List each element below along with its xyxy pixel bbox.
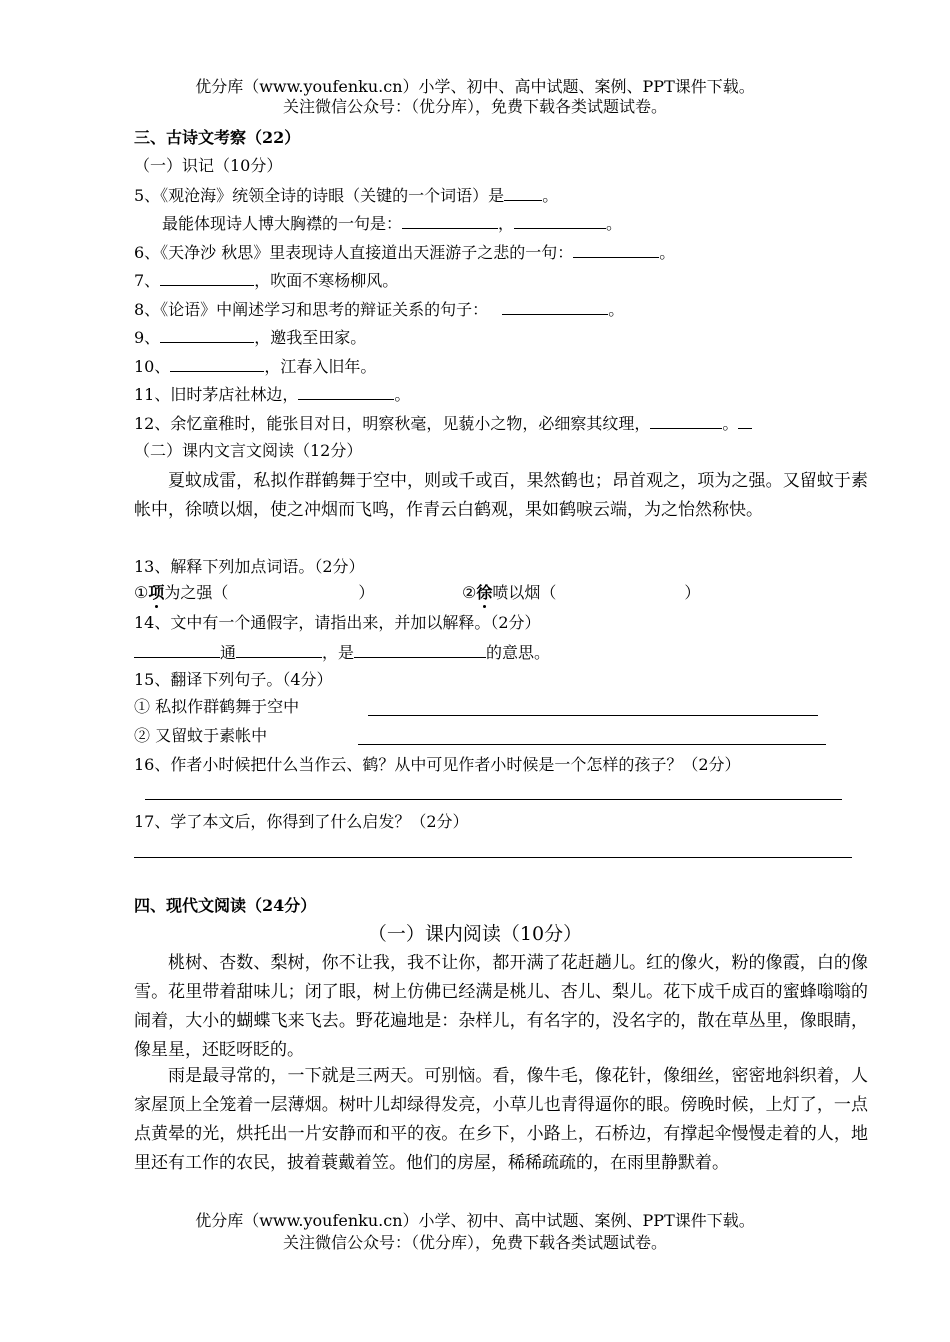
question-7: 7、 ，吹面不寒杨柳风。 bbox=[134, 271, 399, 290]
answer-blank[interactable] bbox=[514, 212, 606, 229]
question-11: 11、旧时茅店社林边， 。 bbox=[134, 385, 411, 404]
answer-blank[interactable] bbox=[298, 383, 394, 400]
question-6: 6、《天净沙 秋思》里表现诗人直接道出天涯游子之悲的一句： 。 bbox=[134, 243, 676, 262]
answer-blank[interactable] bbox=[650, 412, 722, 429]
answer-line[interactable] bbox=[358, 744, 826, 745]
question-8: 8、《论语》中阐述学习和思考的辩证关系的句子： 。 bbox=[134, 300, 625, 319]
question-12: 12、余忆童稚时，能张目对日，明察秋毫，见藐小之物，必细察其纹理， 。 bbox=[134, 412, 752, 435]
answer-blank[interactable] bbox=[502, 298, 608, 315]
question-17: 17、学了本文后，你得到了什么启发？（2分） bbox=[134, 812, 469, 831]
reading-paragraph-2: 雨是最寻常的，一下就是三两天。可别恼。看，像牛毛，像花针，像细丝，密密地斜织着，人家屋顶上全笼着一层薄烟。树叶儿却绿得发亮，小草儿也青得逼你的眼。傍晚时候，上灯了，一点点黄晕的光，烘托出一片安静而和平的夜。在乡下，小路上，石桥边，有撑起伞慢慢走着的人，地里还有工作的农民，披着蓑戴着笠。他们的房屋，稀稀疏疏的，在雨里静默着。 bbox=[134, 1066, 868, 1173]
question-15-item-2: ② 又留蚊于素帐中 bbox=[134, 726, 268, 745]
question-15: 15、翻译下列句子。（4分） bbox=[134, 670, 333, 689]
question-10: 10、 ，江春入旧年。 bbox=[134, 357, 377, 376]
answer-blank[interactable] bbox=[160, 269, 254, 286]
answer-line[interactable] bbox=[134, 857, 852, 858]
question-14: 14、文中有一个通假字，请指出来，并加以解释。（2分） bbox=[134, 613, 541, 632]
answer-blank[interactable] bbox=[160, 326, 254, 343]
part-1-title: （一）识记（10分） bbox=[134, 156, 283, 175]
header-line-2: 关注微信公众号：（优分库），免费下载各类试题试卷。 bbox=[282, 97, 667, 116]
answer-line[interactable] bbox=[368, 715, 818, 716]
question-9: 9、 ，邀我至田家。 bbox=[134, 328, 367, 347]
answer-blank[interactable] bbox=[354, 641, 486, 658]
question-16: 16、作者小时候把什么当作云、鹤？从中可见作者小时候是一个怎样的孩子？（2分） bbox=[134, 755, 741, 774]
footer-line-1: 优分库（www.youfenku.cn）小学、初中、高中试题、案例、PPT课件下载。 bbox=[195, 1211, 755, 1230]
classical-passage: 夏蚊成雷，私拟作群鹤舞于空中，则或千或百，果然鹤也；昂首观之，项为之强。又留蚊于素帐中，徐喷以烟，使之冲烟而飞鸣，作青云白鹤观，果如鹤唳云端，为之怡然称快。 bbox=[134, 471, 868, 520]
answer-blank[interactable] bbox=[402, 212, 498, 229]
answer-line[interactable] bbox=[145, 799, 842, 800]
question-13-item-1: ①项为之强（ ） bbox=[134, 583, 375, 602]
answer-blank[interactable] bbox=[236, 641, 322, 658]
answer-blank[interactable] bbox=[504, 184, 542, 201]
answer-blank[interactable] bbox=[170, 355, 264, 372]
question-13: 13、解释下列加点词语。（2分） bbox=[134, 557, 365, 576]
header-line-1: 优分库（www.youfenku.cn）小学、初中、高中试题、案例、PPT课件下载。 bbox=[195, 77, 755, 96]
question-13-item-2: ②徐喷以烟（ ） bbox=[462, 583, 701, 602]
section-3-title: 三、古诗文考察（22） bbox=[134, 128, 301, 147]
part-1-reading-title: （一）课内阅读（10分） bbox=[367, 923, 583, 945]
dotted-word: 项 bbox=[148, 583, 165, 602]
section-4-title: 四、现代文阅读（24分） bbox=[134, 896, 317, 915]
question-5a: 5、《观沧海》统领全诗的诗眼（关键的一个词语）是 。 bbox=[134, 186, 559, 205]
reading-paragraph-1: 桃树、杏数、梨树，你不让我，我不让你，都开满了花赶趟儿。红的像火，粉的像霞，白的像雪。花里带着甜味儿；闭了眼，树上仿佛已经满是桃儿、杏儿、梨儿。花下成千成百的蜜蜂嗡嗡的闹着，大小的蝴蝶飞来飞去。野花遍地是：杂样儿，有名字的，没名字的，散在草丛里，像眼睛，像星星，还眨呀眨的。 bbox=[134, 953, 868, 1060]
answer-blank[interactable] bbox=[573, 241, 659, 258]
question-5b: 最能体现诗人博大胸襟的一句是： ， 。 bbox=[162, 214, 623, 233]
question-14-answer: 通 ，是 的意思。 bbox=[134, 641, 550, 664]
question-15-item-1: ① 私拟作群鹤舞于空中 bbox=[134, 697, 300, 716]
part-2-title: （二）课内文言文阅读（12分） bbox=[134, 441, 363, 460]
answer-blank[interactable] bbox=[134, 641, 220, 658]
dotted-word: 徐 bbox=[476, 583, 493, 602]
footer-line-2: 关注微信公众号：（优分库），免费下载各类试题试卷。 bbox=[282, 1233, 667, 1252]
